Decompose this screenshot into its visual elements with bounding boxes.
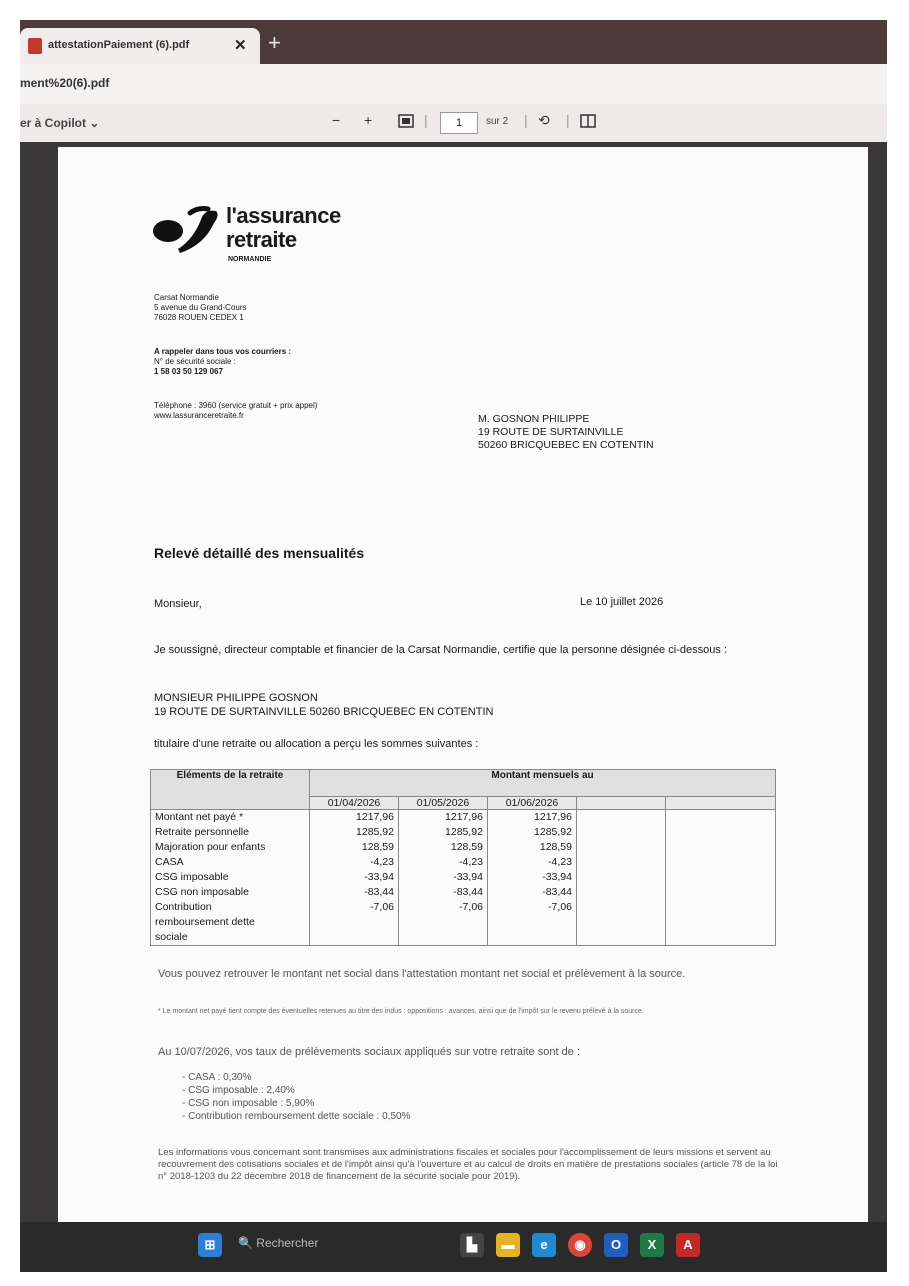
footnote: * Le montant net payé tient compte des éventuelles retenues au titre des indus : oppositions : avances, ainsi que de l'impôt sur le revenu prélevé à la source. [158, 1008, 644, 1015]
column-header-amounts: Montant mensuels au [310, 770, 776, 797]
rate-item: - Contribution remboursement dette sociale : 0,50% [182, 1111, 411, 1122]
sender-line: 76028 ROUEN CEDEX 1 [154, 313, 244, 322]
table-cell: 1217,96 [356, 811, 394, 823]
table-cell: 1217,96 [534, 811, 572, 823]
table-cell: -7,06 [459, 901, 483, 913]
empty-column [577, 810, 666, 946]
person-address: 19 ROUTE DE SURTAINVILLE 50260 BRICQUEBEC EN COTENTIN [154, 706, 494, 718]
toolbar-divider: | [424, 112, 428, 128]
row-label: CSG non imposable [155, 886, 249, 898]
reference-block [154, 347, 291, 377]
intro-paragraph: Je soussigné, directeur comptable et financier de la Carsat Normandie, certifie que la personne désignée ci-dessous : [154, 644, 727, 656]
zoom-in-button[interactable]: + [364, 112, 373, 128]
date-header: 01/05/2026 [399, 797, 488, 810]
table-cell: 1217,96 [445, 811, 483, 823]
table-cell: -83,44 [542, 886, 572, 898]
values-column [310, 810, 399, 946]
logo-text: l'assurance [226, 203, 341, 228]
rate-item: - CSG imposable : 2,40% [182, 1085, 295, 1096]
holder-text: titulaire d'une retraite ou allocation a perçu les sommes suivantes : [154, 738, 479, 750]
fit-page-icon[interactable] [398, 114, 414, 131]
copilot-button[interactable]: er à Copilot ⌄ [20, 116, 100, 130]
document-date: Le 10 juillet 2026 [580, 596, 664, 608]
table-cell: -83,44 [364, 886, 394, 898]
row-label: Majoration pour enfants [155, 841, 266, 853]
table-cell: -4,23 [548, 856, 572, 868]
salutation: Monsieur, [154, 598, 202, 610]
date-header: 01/06/2026 [488, 797, 577, 810]
sender-line: Carsat Normandie [154, 293, 219, 302]
table-cell: -4,23 [370, 856, 394, 868]
address-text[interactable]: ment%20(6).pdf [20, 76, 110, 90]
date-header [577, 797, 666, 810]
row-label: CASA [155, 856, 184, 868]
empty-column [666, 810, 776, 946]
rate-item: - CASA : 0,30% [182, 1072, 252, 1083]
values-column [399, 810, 488, 946]
table-cell: 1285,92 [356, 826, 394, 838]
browser-tab[interactable] [20, 28, 260, 64]
document-title: Relevé détaillé des mensualités [154, 545, 365, 561]
pdf-viewer[interactable] [20, 142, 887, 1222]
address-bar[interactable] [20, 64, 887, 105]
acrobat-icon[interactable]: A [676, 1233, 700, 1257]
edge-icon[interactable]: e [532, 1233, 556, 1257]
page-number-input[interactable]: 1 [440, 112, 478, 134]
toolbar-divider: | [524, 112, 528, 128]
windows-taskbar [20, 1222, 887, 1272]
social-security-number: 1 58 03 50 129 067 [154, 367, 223, 376]
table-cell: 128,59 [539, 841, 572, 853]
page-total: sur 2 [486, 116, 509, 127]
zoom-out-button[interactable]: − [332, 112, 341, 128]
date-header: 01/04/2026 [310, 797, 399, 810]
rates-list [182, 1071, 410, 1123]
logo-region: NORMANDIE [228, 256, 272, 263]
table-cell: 1285,92 [534, 826, 572, 838]
recipient-address [478, 413, 654, 452]
pdf-toolbar [20, 104, 887, 143]
logo-text: retraite [226, 227, 297, 252]
screen [20, 20, 887, 1272]
tab-title: attestationPaiement (6).pdf [48, 39, 190, 51]
table-cell: 128,59 [361, 841, 394, 853]
sender-line: 5 avenue du Grand-Cours [154, 303, 247, 312]
rate-item: - CSG non imposable : 5,90% [182, 1098, 315, 1109]
net-social-text: Vous pouvez retrouver le montant net social dans l'attestation montant net social et prélèvement à la source. [158, 968, 686, 980]
sender-address [154, 293, 247, 323]
info-paragraph: Les informations vous concernant sont transmises aux administrations fiscales et sociales pour l'accomplissement de leurs missions et servent au recouvrement des cotisations sociales et de l'impôt ainsi qu'à l'ouverture et au calcul de droits en matière de prestations sociales (article 78 de la loi n° 2018-1203 du 22 décembre 2018 de financement de la sécurité sociale pour 2019). [158, 1147, 778, 1182]
browser-tab-bar [20, 20, 887, 64]
row-label: CSG imposable [155, 871, 229, 883]
person-name: MONSIEUR PHILIPPE GOSNON [154, 692, 318, 704]
reference-title: A rappeler dans tous vos courriers : [154, 347, 292, 356]
rates-intro: Au 10/07/2026, vos taux de prélèvements sociaux appliqués sur votre retraite sont de : [158, 1046, 580, 1058]
website: www.lassuranceretraite.fr [154, 411, 244, 420]
recipient-line: 50260 BRICQUEBEC EN COTENTIN [478, 439, 654, 451]
excel-icon[interactable]: X [640, 1233, 664, 1257]
table-cell: -83,44 [453, 886, 483, 898]
chrome-icon[interactable]: ◉ [568, 1233, 592, 1257]
column-header-elements: Eléments de la retraite [151, 770, 310, 810]
table-cell: -33,94 [364, 871, 394, 883]
amounts-table [150, 769, 776, 946]
taskbar-search[interactable]: 🔍 Rechercher [238, 1236, 319, 1250]
search-placeholder: Rechercher [256, 1236, 319, 1250]
recipient-line: M. GOSNON PHILIPPE [478, 413, 590, 425]
table-cell: -33,94 [542, 871, 572, 883]
date-header [666, 797, 776, 810]
table-cell: -7,06 [370, 901, 394, 913]
reference-label: N° de sécurité sociale : [154, 357, 236, 366]
task-view-icon[interactable]: ▙ [460, 1233, 484, 1257]
table-cell: -33,94 [453, 871, 483, 883]
close-tab-icon[interactable]: ✕ [234, 37, 247, 54]
rotate-icon[interactable]: ⟲ [538, 112, 550, 128]
outlook-icon[interactable]: O [604, 1233, 628, 1257]
table-cell: 128,59 [450, 841, 483, 853]
row-label: Retraite personnelle [155, 826, 249, 838]
table-cell: -4,23 [459, 856, 483, 868]
pdf-icon [28, 38, 42, 54]
values-column [488, 810, 577, 946]
table-cell: 1285,92 [445, 826, 483, 838]
new-tab-button[interactable]: + [268, 30, 281, 55]
recipient-line: 19 ROUTE DE SURTAINVILLE [478, 426, 624, 438]
windows-start-icon[interactable]: ⊞ [198, 1233, 222, 1257]
contact-block [154, 401, 317, 421]
pdf-page [58, 147, 868, 1222]
page-view-icon[interactable] [580, 114, 596, 131]
toolbar-divider: | [566, 112, 570, 128]
file-explorer-icon[interactable]: ▬ [496, 1233, 520, 1257]
row-label: Montant net payé * [155, 811, 244, 823]
assurance-retraite-logo-icon [150, 205, 222, 255]
phone-number: Téléphone : 3960 (service gratuit + prix appel) [154, 401, 318, 410]
table-cell: -7,06 [548, 901, 572, 913]
row-label: Contribution remboursement dette sociale [155, 901, 255, 943]
row-labels-cell [151, 810, 310, 946]
